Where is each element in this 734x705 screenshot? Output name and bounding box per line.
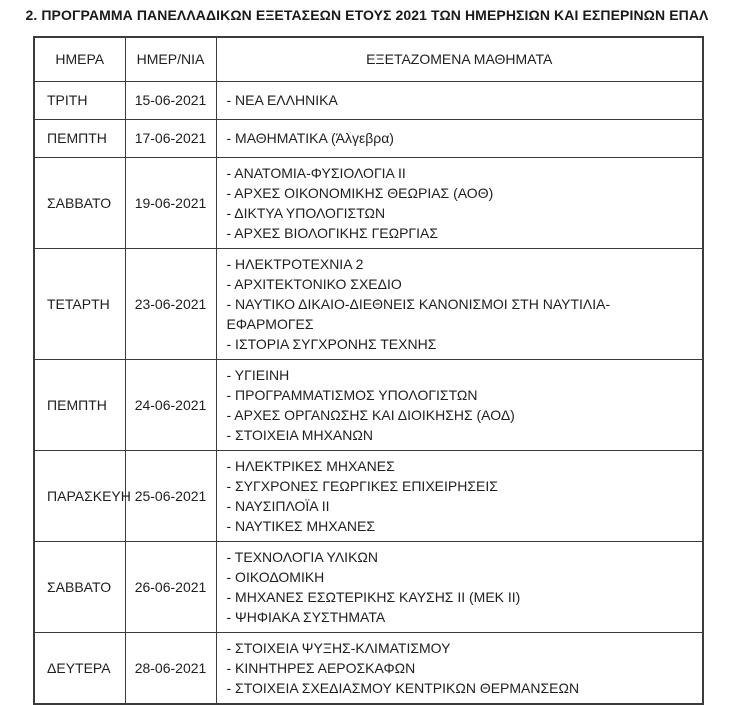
column-header-date: ΗΜΕΡ/ΝΙΑ (125, 37, 216, 81)
subject-item: - ΑΡΧΕΣ ΟΙΚΟΝΟΜΙΚΗΣ ΘΕΩΡΙΑΣ (ΑΟΘ) (226, 184, 494, 201)
subjects-cell (216, 157, 703, 248)
subjects-cell (216, 450, 703, 541)
subjects-cell (216, 119, 703, 157)
day-cell: ΠΑΡΑΣΚΕΥΗ (34, 450, 125, 541)
table-row (34, 450, 703, 541)
subject-item: - ΝΑΥΣΙΠΛΟΪΑ ΙΙ (226, 497, 330, 514)
subject-item: - ΥΓΙΕΙΝΗ (226, 366, 290, 383)
subjects-cell (216, 632, 703, 704)
exam-schedule-table (33, 36, 704, 705)
subject-item: - ΑΝΑΤΟΜΙΑ-ΦΥΣΙΟΛΟΓΙΑ ΙΙ (226, 164, 406, 181)
table-header-row (34, 37, 703, 81)
date-cell: 26-06-2021 (125, 541, 216, 632)
subject-item: - ΚΙΝΗΤΗΡΕΣ ΑΕΡΟΣΚΑΦΩΝ (226, 659, 416, 676)
subject-item: - ΨΗΦΙΑΚΑ ΣΥΣΤΗΜΑΤΑ (226, 608, 386, 625)
date-cell: 15-06-2021 (125, 81, 216, 119)
subject-item: - ΤΕΧΝΟΛΟΓΙΑ ΥΛΙΚΩΝ (226, 548, 378, 565)
day-cell: ΔΕΥΤΕΡΑ (34, 632, 125, 704)
subject-item: - ΣΤΟΙΧΕΙΑ ΨΥΞΗΣ-ΚΛΙΜΑΤΙΣΜΟΥ (226, 639, 451, 656)
table-row (34, 119, 703, 157)
table-row (34, 359, 703, 450)
subject-item: - ΠΡΟΓΡΑΜΜΑΤΙΣΜΟΣ ΥΠΟΛΟΓΙΣΤΩΝ (226, 386, 478, 403)
subject-item: - ΗΛΕΚΤΡΙΚΕΣ ΜΗΧΑΝΕΣ (226, 457, 395, 474)
day-cell: ΤΕΤΑΡΤΗ (34, 248, 125, 359)
subjects-cell (216, 248, 703, 359)
date-cell: 28-06-2021 (125, 632, 216, 704)
table-body (34, 81, 703, 704)
subject-item: - ΔΙΚΤΥΑ ΥΠΟΛΟΓΙΣΤΩΝ (226, 204, 386, 221)
table-row (34, 157, 703, 248)
subject-item: - ΣΤΟΙΧΕΙΑ ΣΧΕΔΙΑΣΜΟΥ ΚΕΝΤΡΙΚΩΝ ΘΕΡΜΑΝΣΕΩΝ (226, 679, 580, 696)
subjects-cell (216, 81, 703, 119)
subject-item: - ΝΑΥΤΙΚΟ ΔΙΚΑΙΟ-ΔΙΕΘΝΕΙΣ ΚΑΝΟΝΙΣΜΟΙ ΣΤΗ ΝΑΥΤΙΛΙΑ-ΕΦΑΡΜΟΓΕΣ (226, 295, 611, 332)
column-header-subjects: ΕΞΕΤΑΖΟΜΕΝΑ ΜΑΘΗΜΑΤΑ (216, 37, 703, 81)
subjects-cell (216, 359, 703, 450)
day-cell: ΠΕΜΠΤΗ (34, 359, 125, 450)
subject-item: - ΑΡΧΕΣ ΒΙΟΛΟΓΙΚΗΣ ΓΕΩΡΓΙΑΣ (226, 224, 439, 241)
subject-item: - ΜΑΘΗΜΑΤΙΚΑ (Άλγεβρα) (226, 130, 394, 146)
day-cell: ΣΑΒΒΑΤΟ (34, 541, 125, 632)
subject-item: - ΝΕΑ ΕΛΛΗΝΙΚΑ (226, 92, 338, 108)
subjects-cell (216, 541, 703, 632)
date-cell: 23-06-2021 (125, 248, 216, 359)
table-row (34, 248, 703, 359)
column-header-day: ΗΜΕΡΑ (34, 37, 125, 81)
day-cell: ΠΕΜΠΤΗ (34, 119, 125, 157)
table-row (34, 541, 703, 632)
subject-item: - ΑΡΧΙΤΕΚΤΟΝΙΚΟ ΣΧΕΔΙΟ (226, 275, 402, 292)
subject-item: - ΣΥΓΧΡΟΝΕΣ ΓΕΩΡΓΙΚΕΣ ΕΠΙΧΕΙΡΗΣΕΙΣ (226, 477, 498, 494)
subject-item: - ΝΑΥΤΙΚΕΣ ΜΗΧΑΝΕΣ (226, 517, 376, 534)
date-cell: 24-06-2021 (125, 359, 216, 450)
subject-item: - ΗΛΕΚΤΡΟΤΕΧΝΙΑ 2 (226, 255, 364, 272)
subject-item: - ΟΙΚΟΔΟΜΙΚΗ (226, 568, 325, 585)
day-cell: ΣΑΒΒΑΤΟ (34, 157, 125, 248)
date-cell: 19-06-2021 (125, 157, 216, 248)
subject-item: - ΜΗΧΑΝΕΣ ΕΣΩΤΕΡΙΚΗΣ ΚΑΥΣΗΣ ΙΙ (ΜΕΚ ΙΙ) (226, 588, 521, 605)
day-cell: ΤΡΙΤΗ (34, 81, 125, 119)
subject-item: - ΙΣΤΟΡΙΑ ΣΥΓΧΡΟΝΗΣ ΤΕΧΝΗΣ (226, 335, 437, 352)
subject-item: - ΣΤΟΙΧΕΙΑ ΜΗΧΑΝΩΝ (226, 426, 373, 443)
subject-item: - ΑΡΧΕΣ ΟΡΓΑΝΩΣΗΣ ΚΑΙ ΔΙΟΙΚΗΣΗΣ (ΑΟΔ) (226, 406, 515, 423)
date-cell: 25-06-2021 (125, 450, 216, 541)
table-row (34, 632, 703, 704)
date-cell: 17-06-2021 (125, 119, 216, 157)
table-row (34, 81, 703, 119)
page-title: 2. ΠΡΟΓΡΑΜΜΑ ΠΑΝΕΛΛΑΔΙΚΩΝ ΕΞΕΤΑΣΕΩΝ ΕΤΟΥΣ 2021 ΤΩΝ ΗΜΕΡΗΣΙΩΝ ΚΑΙ ΕΣΠΕΡΙΝΩΝ ΕΠΑΛ (25, 7, 709, 23)
